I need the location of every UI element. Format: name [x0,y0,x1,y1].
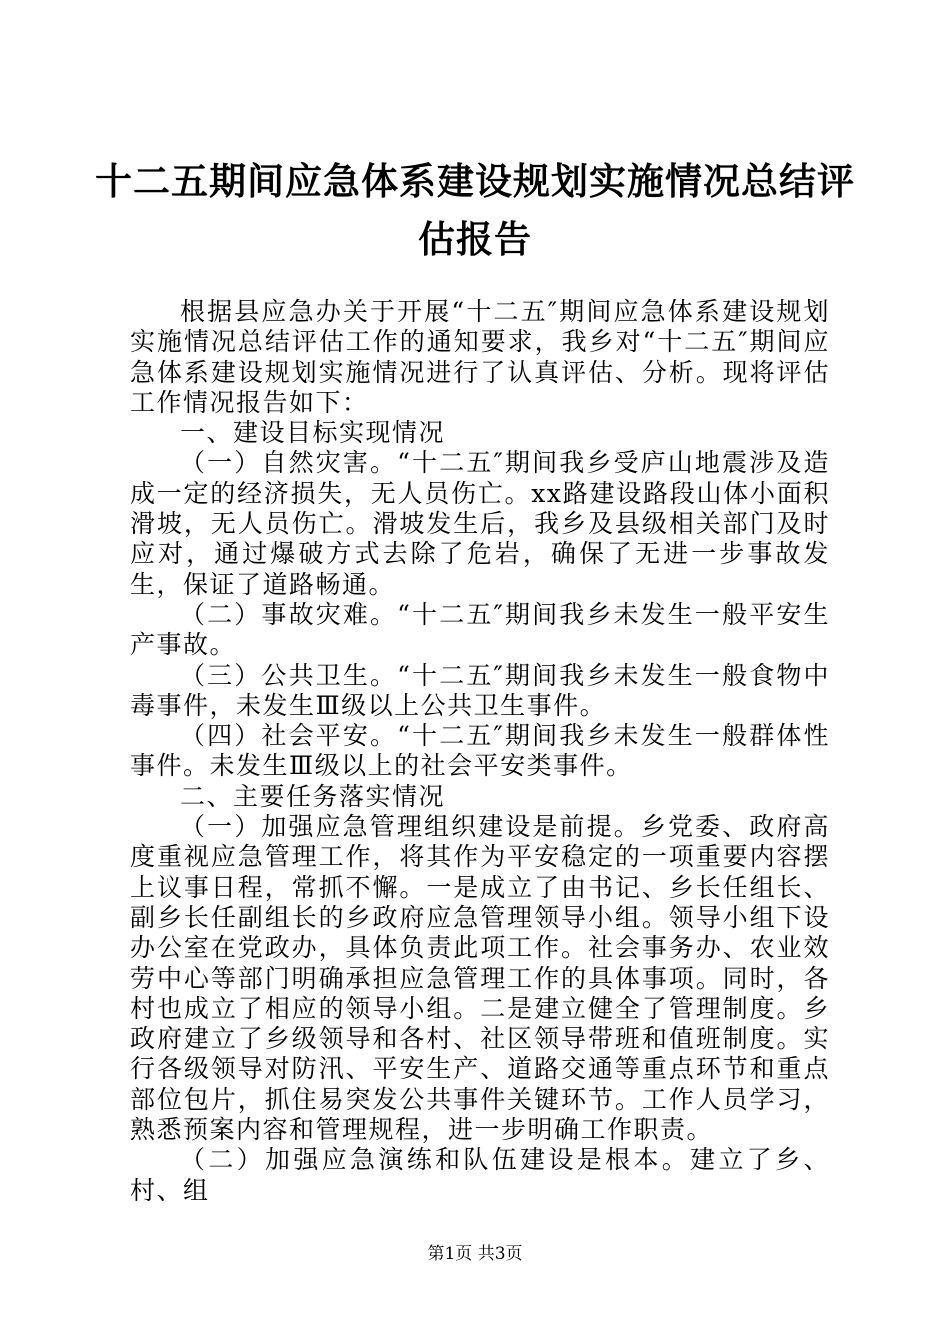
paragraph-social-safety: （四）社会平安。“十二五″期间我乡未发生一般群体性事件。未发生Ⅲ级以上的社会平安类事件。 [130,721,830,781]
paragraph-natural-disaster: （一）自然灾害。“十二五″期间我乡受庐山地震涉及造成一定的经济损失，无人员伤亡。xx路建设路段山体小面积滑坡，无人员伤亡。滑坡发生后，我乡及县级相关部门及时应对，通过爆破方式去除了危岩，确保了无进一步事故发生，保证了道路畅通。 [130,448,830,599]
page-footer: 第1页 共3页 [427,1244,523,1264]
document-title-line-1: 十二五期间应急体系建设规划实施情况总结评 [95,160,855,203]
paragraph-public-health: （三）公共卫生。“十二五″期间我乡未发生一般食物中毒事件，未发生Ⅲ级以上公共卫生事件。 [130,660,830,720]
document-body [130,297,830,1206]
paragraph-accident: （二）事故灾难。“十二五″期间我乡未发生一般平安生产事故。 [130,599,830,660]
section-heading-2: 二、主要任务落实情况 [180,781,446,811]
paragraph-drills: （二）加强应急演练和队伍建设是根本。建立了乡、村、组 [130,1145,830,1205]
document-title-line-2: 估报告 [418,218,532,261]
paragraph-intro: 根据县应急办关于开展“十二五″期间应急体系建设规划实施情况总结评估工作的通知要求，我乡对“十二五″期间应急体系建设规划实施情况进行了认真评估、分析。现将评估工作情况报告如下： [130,297,830,417]
paragraph-organization: （一）加强应急管理组织建设是前提。乡党委、政府高度重视应急管理工作，将其作为平安稳定的一项重要内容摆上议事日程，常抓不懈。一是成立了由书记、乡长任组长、副乡长任副组长的乡政府应急管理领导小组。领导小组下设办公室在党政办，具体负责此项工作。社会事务办、农业效劳中心等部门明确承担应急管理工作的具体事项。同时，各村也成立了相应的领导小组。二是建立健全了管理制度。乡政府建立了乡级领导和各村、社区领导带班和值班制度。实行各级领导对防汛、平安生产、道路交通等重点环节和重点部位包片，抓住易突发公共事件关键环节。工作人员学习，熟悉预案内容和管理规程，进一步明确工作职责。 [130,812,830,1145]
section-heading-1: 一、建设目标实现情况 [180,418,446,448]
